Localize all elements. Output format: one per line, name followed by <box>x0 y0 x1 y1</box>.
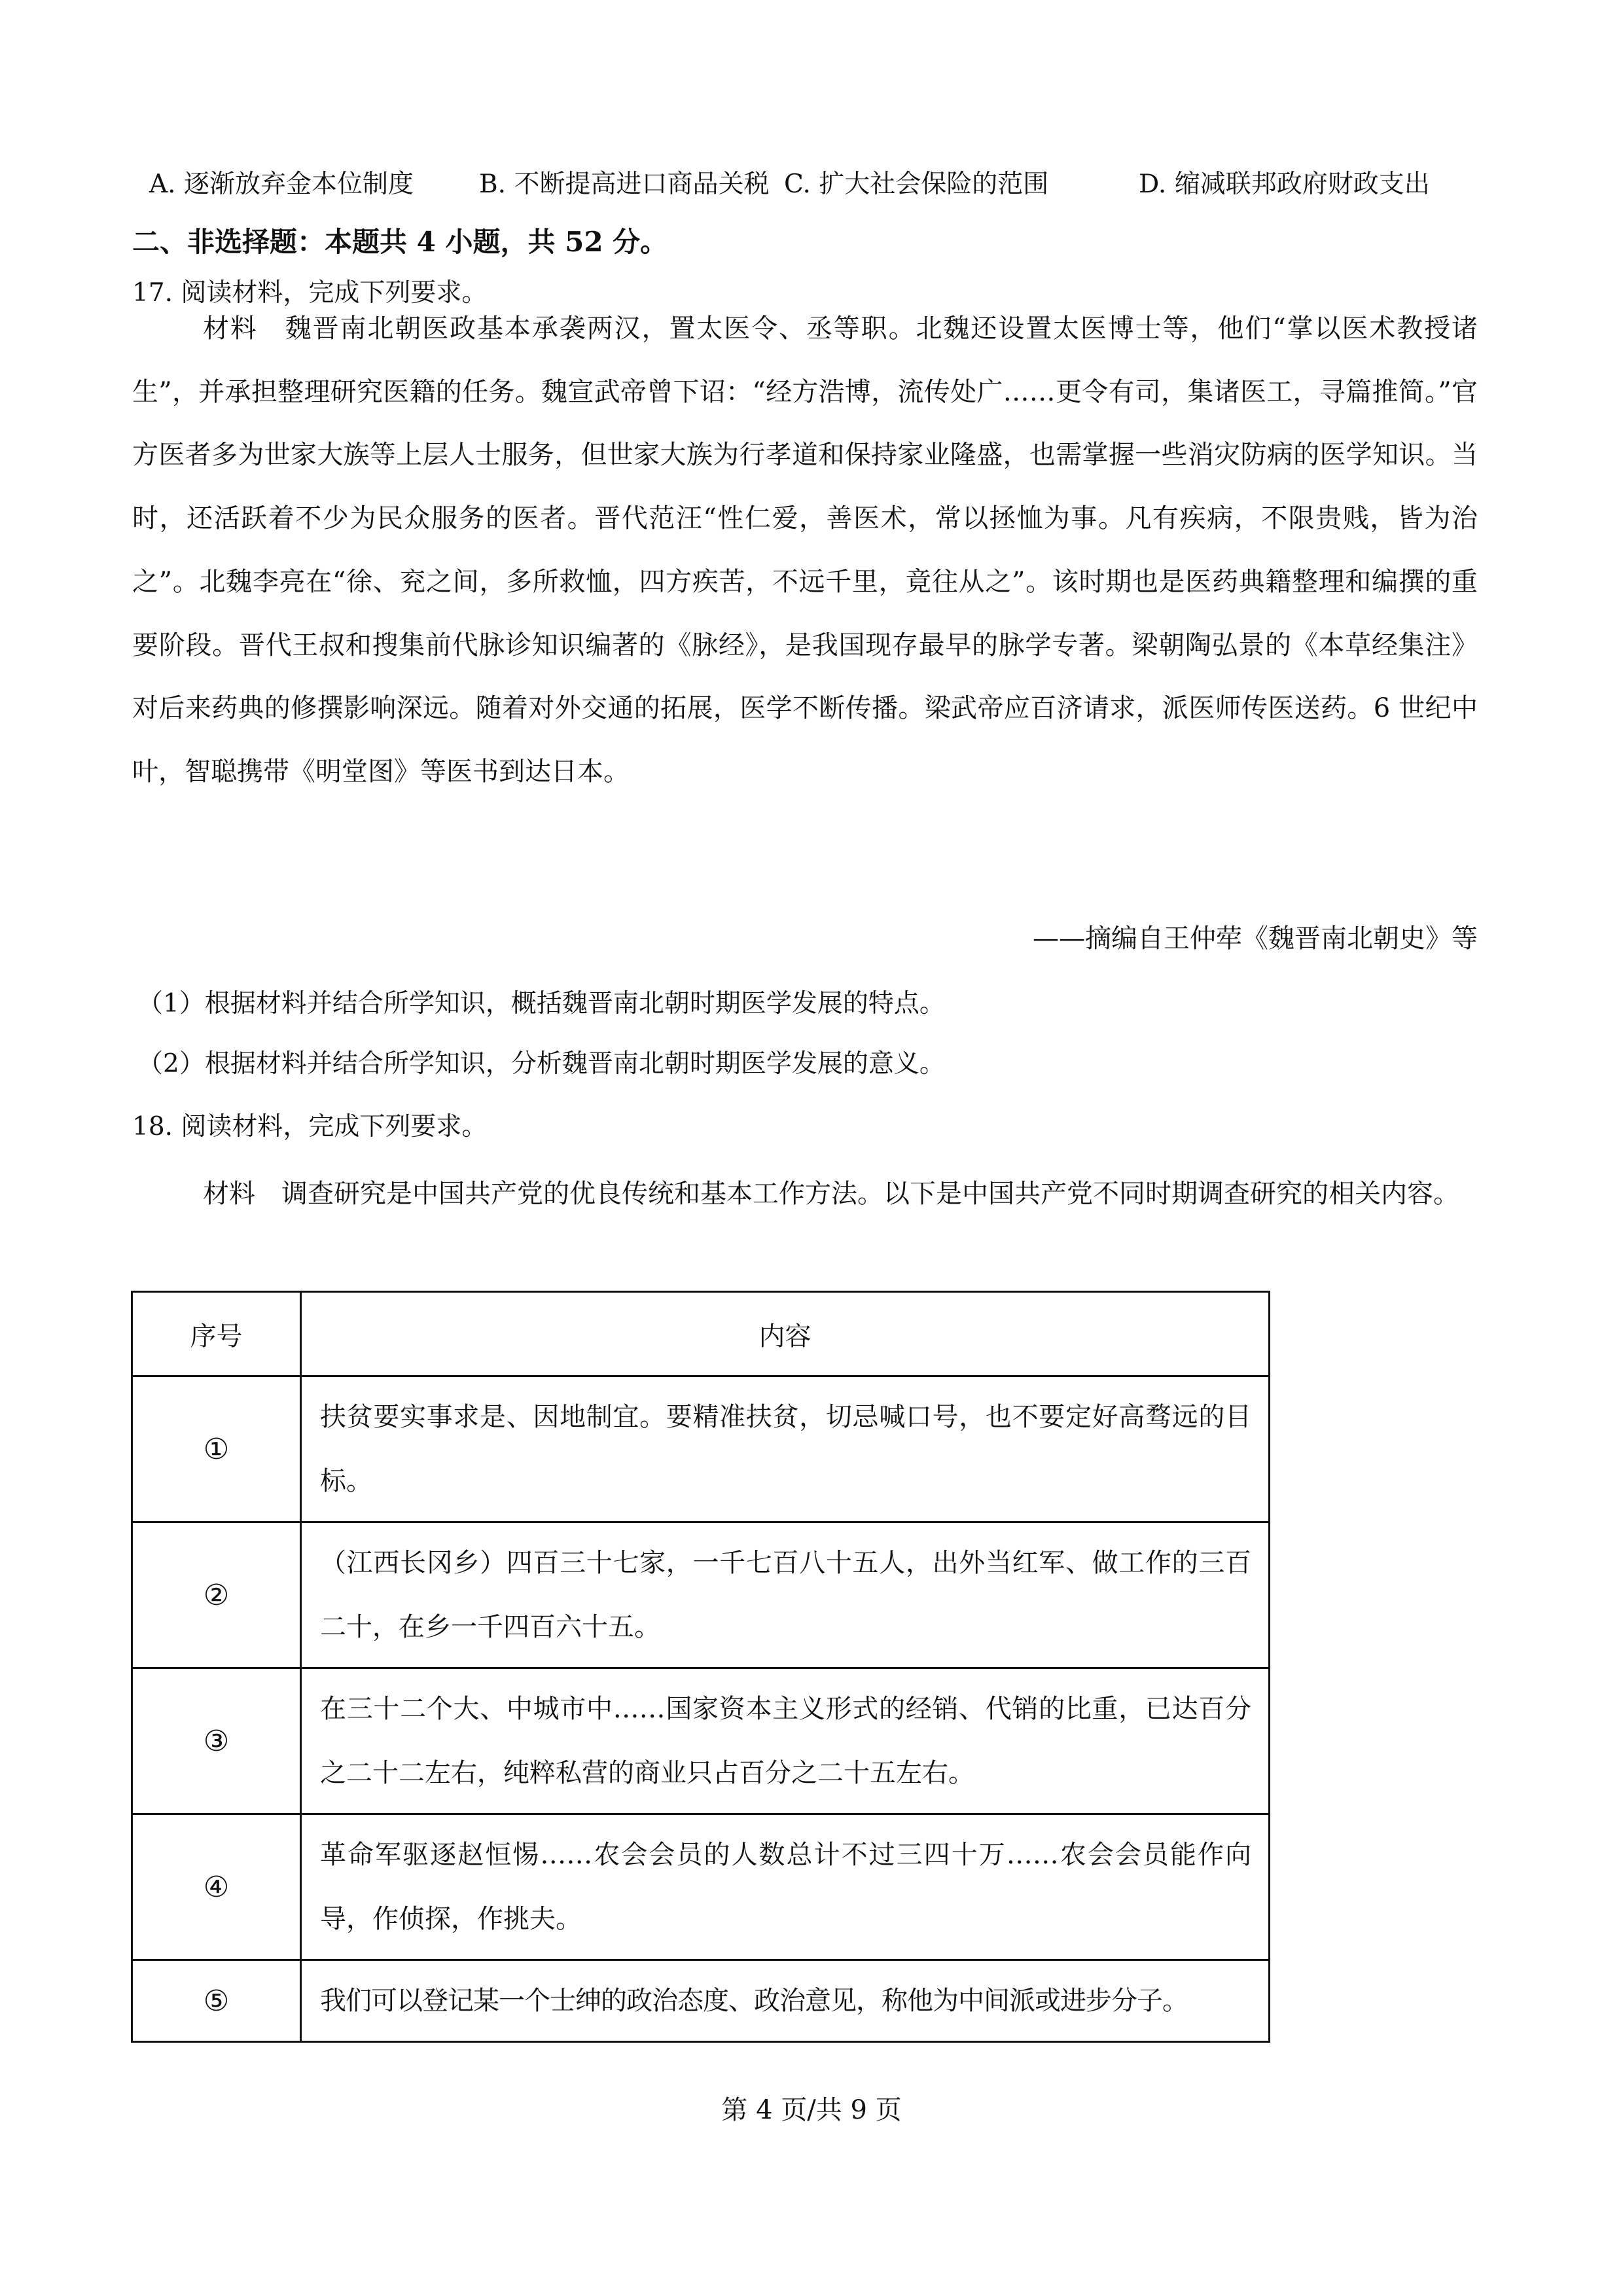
option-text: 不断提高进口商品关税 <box>514 170 770 199</box>
option-b <box>479 168 769 202</box>
row-serial: ② <box>132 1522 301 1668</box>
question-18-material: 材料 调查研究是中国共产党的优良传统和基本工作方法。以下是中国共产党不同时期调查研究的相关内容。 <box>203 1179 1459 1209</box>
option-letter: B. <box>479 170 507 199</box>
row-content: 革命军驱逐赵恒惕……农会会员的人数总计不过三四十万……农会会员能作向导，作侦探，作挑夫。 <box>301 1814 1270 1960</box>
row-serial: ① <box>132 1376 301 1522</box>
row-serial: ⑤ <box>132 1960 301 2042</box>
option-letter: C. <box>784 170 811 199</box>
section-title: 二、非选择题：本题共 4 小题，共 52 分。 <box>132 226 668 258</box>
option-text: 缩减联邦政府财政支出 <box>1174 170 1430 199</box>
row-content: 我们可以登记某一个士绅的政治态度、政治意见，称他为中间派或进步分子。 <box>301 1960 1270 2042</box>
option-d <box>1139 168 1430 202</box>
header-serial: 序号 <box>132 1292 301 1376</box>
row-content: 在三十二个大、中城市中……国家资本主义形式的经销、代销的比重，已达百分之二十二左右，纯粹私营的商业只占百分之二十五左右。 <box>301 1668 1270 1814</box>
header-content: 内容 <box>301 1292 1270 1376</box>
option-c <box>784 168 1048 202</box>
table-row <box>132 1668 1270 1814</box>
table-row <box>132 1522 1270 1668</box>
table-row <box>132 1814 1270 1960</box>
question-18-stem: 18. 阅读材料，完成下列要求。 <box>132 1112 488 1141</box>
option-a <box>149 168 414 202</box>
option-letter: A. <box>149 170 176 199</box>
option-text: 扩大社会保险的范围 <box>819 170 1049 199</box>
option-letter: D. <box>1139 170 1167 199</box>
question-17-stem: 17. 阅读材料，完成下列要求。 <box>132 278 488 308</box>
row-content: 扶贫要实事求是、因地制宜。要精准扶贫，切忌喊口号，也不要定好高骛远的目标。 <box>301 1376 1270 1522</box>
table-row <box>132 1376 1270 1522</box>
row-content: （江西长冈乡）四百三十七家，一千七百八十五人，出外当红军、做工作的三百二十，在乡一千四百六十五。 <box>301 1522 1270 1668</box>
question-17-sub-1: （1）根据材料并结合所学知识，概括魏晋南北朝时期医学发展的特点。 <box>137 989 945 1018</box>
material-source: ——摘编自王仲荦《魏晋南北朝史》等 <box>1033 924 1478 954</box>
option-text: 逐渐放弃金本位制度 <box>183 170 414 199</box>
table-header-row <box>132 1292 1270 1376</box>
page-footer: 第 4 页/共 9 页 <box>721 2095 902 2125</box>
table-row <box>132 1960 1270 2042</box>
question-17-sub-2: （2）根据材料并结合所学知识，分析魏晋南北朝时期医学发展的意义。 <box>137 1049 945 1079</box>
row-serial: ④ <box>132 1814 301 1960</box>
question-17-material: 材料 魏晋南北朝医政基本承袭两汉，置太医令、丞等职。北魏还设置太医博士等，他们“掌以医术教授诸生”，并承担整理研究医籍的任务。魏宣武帝曾下诏：“经方浩博，流传处广……更令有司，集诸医工，寻篇推简。”官方医者多为世家大族等上层人士服务，但世家大族为行孝道和保持家业隆盛，也需掌握一些消灾防病的医学知识。当时，还活跃着不少为民众服务的医者。晋代范汪“性仁爱，善医术，常以拯恤为事。凡有疾病，不限贵贱，皆为治之”。北魏李亮在“徐、兖之间，多所救恤，四方疾苦，不远千里，竟往从之”。该时期也是医药典籍整理和编撰的重要阶段。晋代王叔和搜集前代脉诊知识编著的《脉经》，是我国现存最早的脉学专著。梁朝陶弘景的《本草经集注》对后来药典的修撰影响深远。随着对外交通的拓展，医学不断传播。梁武帝应百济请求，派医师传医送药。6 世纪中叶，智聪携带《明堂图》等医书到达日本。 <box>132 314 1478 787</box>
row-serial: ③ <box>132 1668 301 1814</box>
survey-table <box>131 1291 1270 2043</box>
